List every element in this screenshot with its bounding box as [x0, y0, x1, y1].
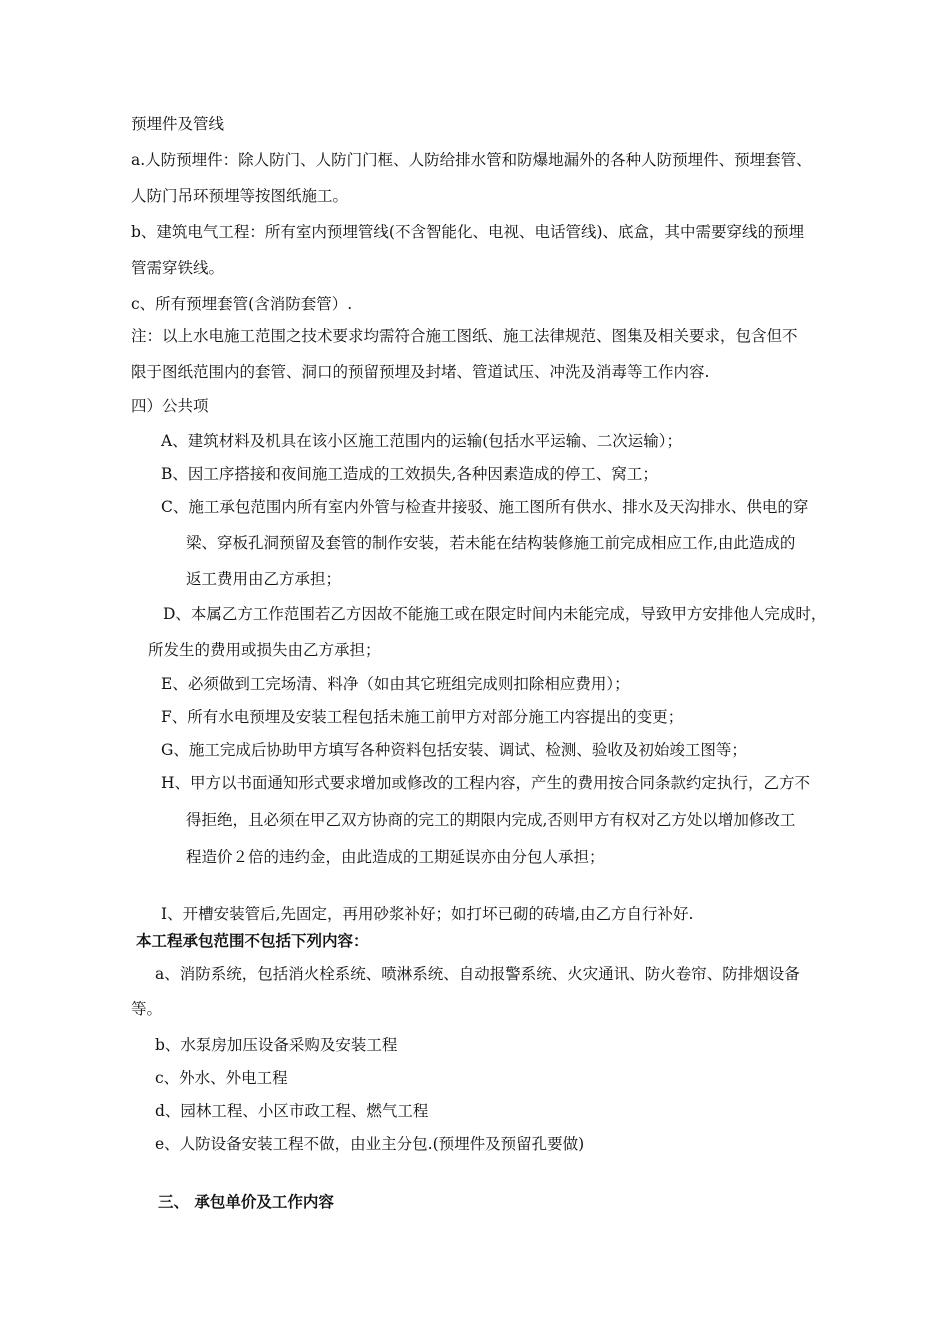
paragraph-c: c、所有预埋套管(含消防套管）.	[131, 295, 353, 313]
exclusions-heading: 本工程承包范围不包括下列内容：	[136, 932, 369, 950]
item-h-line-1: H、甲方以书面通知形式要求增加或修改的工程内容，产生的费用按合同条款约定执行，乙方不	[161, 774, 811, 792]
item-b: B、因工序搭接和夜间施工造成的工效损失,各种因素造成的停工、窝工；	[161, 465, 658, 483]
exclusion-a-line-2: 等。	[131, 1000, 163, 1018]
item-h-line-3: 程造价２倍的违约金，由此造成的工期延误亦由分包人承担；	[186, 848, 605, 866]
item-a: A、建筑材料及机具在该小区施工范围内的运输(包括水平运输、二次运输）；	[161, 432, 682, 450]
item-f: F、所有水电预埋及安装工程包括未施工前甲方对部分施工内容提出的变更；	[161, 708, 684, 726]
note-line-1: 注：以上水电施工范围之技术要求均需符合施工图纸、施工法律规范、图集及相关要求，包含但不	[131, 327, 798, 345]
item-c-line-3: 返工费用由乙方承担；	[186, 570, 342, 588]
item-h-line-2: 得拒绝，且必须在甲乙双方协商的完工的期限内完成,否则甲方有权对乙方处以增加修改工	[186, 811, 796, 829]
subheading-embedded-parts: 预埋件及管线	[131, 115, 225, 133]
item-i: I、开槽安装管后,先固定，再用砂浆补好；如打坏已砌的砖墙,由乙方自行补好.	[161, 905, 694, 923]
item-d-line-1: D、本属乙方工作范围若乙方因故不能施工或在限定时间内未能完成，导致甲方安排他人完成时，	[163, 605, 827, 623]
paragraph-a-line-1: a.人防预埋件：除人防门、人防门门框、人防给排水管和防爆地漏外的各种人防预埋件、预埋套管、	[131, 151, 812, 169]
item-c-line-2: 梁、穿板孔洞预留及套管的制作安装，若未能在结构装修施工前完成相应工作,由此造成的	[186, 534, 796, 552]
section-three-heading: 三、 承包单价及工作内容	[158, 1193, 334, 1211]
paragraph-b-line-2: 管需穿铁线。	[131, 259, 225, 277]
exclusion-b: b、水泵房加压设备采购及安装工程	[155, 1036, 398, 1054]
exclusion-d: d、园林工程、小区市政工程、燃气工程	[155, 1102, 429, 1120]
paragraph-a-line-2: 人防门吊环预埋等按图纸施工。	[131, 187, 349, 205]
exclusion-c: c、外水、外电工程	[155, 1069, 288, 1087]
note-line-2: 限于图纸范围内的套管、洞口的预留预埋及封堵、管道试压、冲洗及消毒等工作内容.	[131, 363, 710, 381]
item-e: E、必须做到工完场清、料净（如由其它班组完成则扣除相应费用）；	[161, 675, 630, 693]
exclusion-e: e、人防设备安装工程不做，由业主分包.(预埋件及预留孔要做)	[155, 1135, 585, 1153]
item-c-line-1: C、施工承包范围内所有室内外管与检查井接驳、施工图所有供水、排水及天沟排水、供电的穿	[161, 498, 809, 516]
paragraph-b-line-1: b、建筑电气工程：所有室内预埋管线(不含智能化、电视、电话管线)、底盒，其中需要穿线的预埋	[131, 223, 805, 241]
section-public-items: 四）公共项	[131, 397, 209, 415]
item-g: G、施工完成后协助甲方填写各种资料包括安装、调试、检测、验收及初始竣工图等；	[161, 741, 747, 759]
item-d-line-2: 所发生的费用或损失由乙方承担；	[148, 641, 381, 659]
exclusion-a-line-1: a、消防系统，包括消火栓系统、喷淋系统、自动报警系统、火灾通讯、防火卷帘、防排烟设备	[155, 965, 800, 983]
